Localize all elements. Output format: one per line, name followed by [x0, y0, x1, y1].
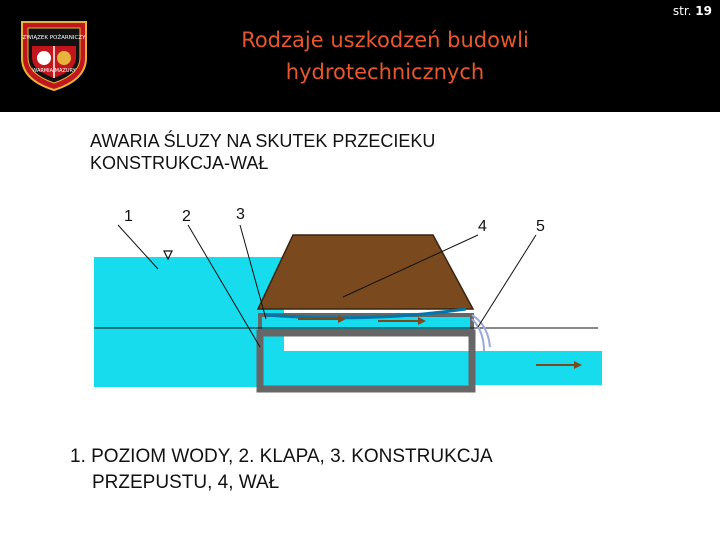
diagram-label-1: 1 — [124, 208, 133, 225]
diagram-label-5: 5 — [536, 218, 545, 235]
diagram-label-3: 3 — [236, 206, 245, 223]
downstream-water — [468, 351, 602, 385]
content-area — [0, 112, 720, 540]
culvert-water — [258, 351, 472, 387]
diagram-label-4: 4 — [478, 218, 487, 235]
sluice-leak-diagram — [88, 197, 608, 433]
diagram-label-2: 2 — [182, 208, 191, 225]
page-number — [673, 4, 712, 18]
slide-heading — [90, 130, 435, 174]
header-bar — [0, 0, 720, 112]
caption-line2: PRZEPUSTU, 4, WAŁ — [92, 472, 280, 493]
fire-brigade-emblem-icon — [16, 16, 92, 92]
logo-text-top: ZWIĄZEK POŻARNICZY — [22, 35, 86, 41]
slide-title — [150, 24, 620, 88]
slide-title-line2: hydrotechnicznych — [285, 60, 485, 84]
diagram-caption — [70, 444, 493, 496]
slide-heading-line1: AWARIA ŚLUZY NA SKUTEK PRZECIEKU — [90, 131, 436, 151]
caption-line1: 1. POZIOM WODY, 2. KLAPA, 3. KONSTRUKCJA — [70, 446, 493, 467]
slide-heading-line2: KONSTRUKCJA-WAŁ — [90, 153, 269, 173]
slide-title-line1: Rodzaje uszkodzeń budowli — [241, 28, 529, 52]
upstream-water — [94, 257, 284, 387]
page-prefix: str. — [672, 4, 692, 18]
page-number-value: 19 — [695, 4, 712, 18]
logo-text-bottom: WARMIA MAZURY — [32, 68, 76, 74]
